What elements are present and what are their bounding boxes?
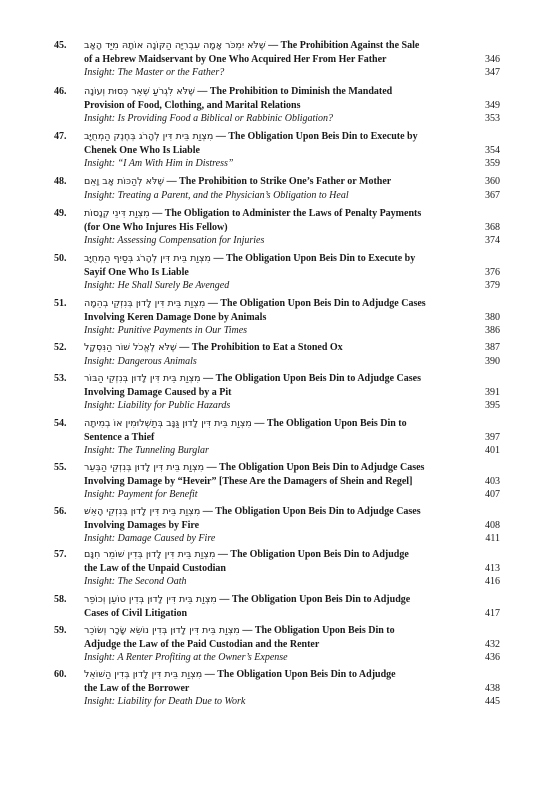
entry-title: The Obligation Upon Beis Din to Adjudge Cases: [219, 462, 425, 473]
entry-title-continuation: Chenek One Who Is Liable: [84, 145, 200, 156]
entry-title-continuation: (for One Who Injures His Fellow): [84, 222, 228, 233]
entry-title-line: שֶׁלֹּא לֶאֱכֹל שׁוֹר הַנִּסְקָל — The Prohibition to Eat a Stoned Ox: [84, 342, 343, 353]
page-number: 432: [485, 639, 500, 650]
entry-title: The Prohibition to Diminish the Mandated: [209, 86, 393, 97]
page-number: 374: [485, 235, 500, 246]
page-number: 346: [485, 54, 500, 65]
entry-title-line: שֶׁלֹּא יִמְכֹּר אָמָה עִבְרִיָּה הַקּוֹנָה אוֹתָהּ מִיַּד הָאָב — The Prohibition Against the Sale: [84, 40, 420, 51]
entry-title: The Obligation Upon Beis Din to Adjudge Cases: [215, 373, 421, 384]
page-number: 390: [485, 356, 500, 367]
entry-number: 52.: [54, 342, 67, 353]
entry-insight: Insight: Is Providing Food a Biblical or Rabbinic Obligation?: [84, 113, 334, 124]
entry-number: 59.: [54, 625, 67, 636]
entry-title-line: מִצְוַת בֵּית דִּין לָדוּן בְּנִזְקֵי הַבְּעֵר — The Obligation Upon Beis Din to Adjudge Cases: [84, 462, 425, 473]
page-number: 413: [485, 563, 500, 574]
entry-hebrew: מִצְוַת דִּינֵי קְנָסוֹת: [84, 208, 150, 219]
entry-title: The Prohibition Against the Sale: [280, 40, 420, 51]
entry-number: 49.: [54, 208, 67, 219]
entry-insight: Insight: Payment for Benefit: [84, 489, 198, 500]
entry-hebrew: מִצְוַת בֵּית דִּין לָדוּן בְּנִזְקֵי הָאֵשׁ: [84, 506, 201, 517]
entry-title-continuation: Cases of Civil Litigation: [84, 608, 188, 619]
entry-hebrew: שֶׁלֹּא לֶאֱכֹל שׁוֹר הַנִּסְקָל: [84, 342, 177, 353]
entry-title-continuation: the Law of the Borrower: [84, 683, 190, 694]
page-number: 386: [485, 325, 500, 336]
entry-insight: Insight: “I Am With Him in Distress”: [84, 158, 234, 169]
entry-insight: Insight: Punitive Payments in Our Times: [84, 325, 248, 336]
entry-hebrew: מִצְוַת בֵּית דִּין לָדוּן גַּנָּב בְּתַשְׁלוּמִין אוֹ בְמִיתָה: [84, 418, 252, 429]
entry-title: The Obligation Upon Beis Din to Execute by: [228, 131, 418, 142]
page-number: 395: [485, 400, 500, 411]
entry-number: 60.: [54, 669, 67, 680]
entry-hebrew: מִצְוַת בֵּית דִּין לָדוּן בְּנִזְקֵי בְהֵמָה: [84, 298, 206, 309]
entry-title: The Obligation Upon Beis Din to Adjudge Cases: [215, 506, 421, 517]
page-number: 403: [485, 476, 500, 487]
entry-title: The Obligation Upon Beis Din to Adjudge: [230, 549, 409, 560]
entry-title-line: שֶׁלֹּא לְהַכּוֹת אָב וָאֵם — The Prohibition to Strike One’s Father or Mother: [84, 176, 392, 187]
page-number: 391: [485, 387, 500, 398]
entry-hebrew: מִצְוַת בֵּית דִּין לָדוּן בְּדִין הַשּׁוֹאֵל: [84, 669, 203, 680]
entry-insight: Insight: The Tunneling Burglar: [84, 445, 209, 456]
page-number: 387: [485, 342, 500, 353]
page-number: 408: [485, 520, 500, 531]
entry-insight: Insight: The Master or the Father?: [84, 67, 225, 78]
page-number: 347: [485, 67, 500, 78]
entry-hebrew: מִצְוַת בֵּית דִּין לְהָרֹג בְּחֶנֶק הַמְחֻיָּב: [84, 131, 214, 142]
entry-insight: Insight: Assessing Compensation for Injuries: [84, 235, 265, 246]
entry-title: The Obligation Upon Beis Din to Adjudge: [217, 669, 396, 680]
page-number: 438: [485, 683, 500, 694]
page-number: 376: [485, 267, 500, 278]
page-number: 407: [485, 489, 500, 500]
entry-insight: Insight: Liability for Death Due to Work: [84, 696, 246, 707]
entry-title-continuation: of a Hebrew Maidservant by One Who Acquired Her From Her Father: [84, 54, 387, 65]
entry-number: 58.: [54, 594, 67, 605]
entry-title: The Prohibition to Eat a Stoned Ox: [191, 342, 343, 353]
entry-title-line: מִצְוַת בֵּית דִּין לָדוּן בְּנִזְקֵי הַבּוֹר — The Obligation Upon Beis Din to Adjudge Cases: [84, 373, 421, 384]
page-number: 436: [485, 652, 500, 663]
entry-title-line: מִצְוַת בֵּית דִּין לָדוּן בְּדִין שׁוֹמֵר חִנָּם — The Obligation Upon Beis Din to Adjudge: [84, 549, 409, 560]
entry-hebrew: מִצְוַת בֵּית דִּין לָדוּן בְּדִין נוֹשֵׂא שָׂכָר וְשׂוֹכֵר: [84, 625, 240, 636]
entry-title-line: מִצְוַת בֵּית דִּין לָדוּן בְּנִזְקֵי הָאֵשׁ — The Obligation Upon Beis Din to Adjudge Cases: [84, 506, 421, 517]
entry-title: The Prohibition to Strike One’s Father or Mother: [179, 176, 392, 187]
page-number: 417: [485, 608, 500, 619]
entry-title-line: מִצְוַת בֵּית דִּין לָדוּן בְּדִין נוֹשֵׂא שָׂכָר וְשׂוֹכֵר — The Obligation Upon Beis Din to: [84, 625, 395, 636]
entry-title-continuation: Sayif One Who Is Liable: [84, 267, 189, 278]
entry-title-line: מִצְוַת בֵּית דִּין לְהָרֹג בְּחֶנֶק הַמְחֻיָּב — The Obligation Upon Beis Din to Execute by: [84, 131, 418, 142]
entry-title: The Obligation Upon Beis Din to Execute by: [226, 253, 416, 264]
entry-number: 51.: [54, 298, 67, 309]
page-number: 445: [485, 696, 500, 707]
entry-hebrew: מִצְוַת בֵּית דִּין לָדוּן בְּדִין שׁוֹמֵר חִנָּם: [84, 549, 216, 560]
page-number: 349: [485, 100, 500, 111]
entry-number: 48.: [54, 176, 67, 187]
entry-title-line: מִצְוַת דִּינֵי קְנָסוֹת — The Obligation to Administer the Laws of Penalty Payments: [84, 208, 422, 219]
entry-title: The Obligation Upon Beis Din to Adjudge Cases: [220, 298, 426, 309]
entry-title-line: מִצְוַת בֵּית דִּין לָדוּן בְּנִזְקֵי בְהֵמָה — The Obligation Upon Beis Din to Adjudge Cases: [84, 298, 426, 309]
page-number: 379: [485, 280, 500, 291]
entry-title-continuation: Involving Damages by Fire: [84, 520, 200, 531]
entry-hebrew: שֶׁלֹּא לִגְרֹעַ שְׁאֵר כְּסוּת וְעוֹנָה: [84, 86, 195, 97]
entry-number: 45.: [54, 40, 67, 51]
entry-insight: Insight: The Second Oath: [84, 576, 187, 587]
entry-hebrew: שֶׁלֹּא יִמְכֹּר אָמָה עִבְרִיָּה הַקּוֹנָה אוֹתָהּ מִיַּד הָאָב: [84, 40, 266, 51]
entry-number: 54.: [54, 418, 67, 429]
page-number: 411: [485, 533, 500, 544]
entry-number: 53.: [54, 373, 67, 384]
entry-title: The Obligation Upon Beis Din to: [254, 625, 395, 636]
entry-number: 46.: [54, 86, 67, 97]
page-number: 401: [485, 445, 500, 456]
entry-title-continuation: the Law of the Unpaid Custodian: [84, 563, 226, 574]
entry-title-continuation: Provision of Food, Clothing, and Marital Relations: [84, 100, 301, 111]
entry-hebrew: מִצְוַת בֵּית דִּין לָדוּן בְּנִזְקֵי הַבּוֹר: [84, 373, 201, 384]
entry-number: 47.: [54, 131, 67, 142]
entry-title-continuation: Adjudge the Law of the Paid Custodian and the Renter: [84, 639, 320, 650]
page-number: 416: [485, 576, 500, 587]
page-number: 359: [485, 158, 500, 169]
page-number: 397: [485, 432, 500, 443]
entry-title-line: מִצְוַת בֵּית דִּין לָדוּן בְּדִין הַשּׁוֹאֵל — The Obligation Upon Beis Din to Adjudge: [84, 669, 396, 680]
entry-insight: Insight: Damage Caused by Fire: [84, 533, 216, 544]
page-number: 354: [485, 145, 500, 156]
page-number: 380: [485, 312, 500, 323]
entry-title-continuation: Sentence a Thief: [84, 432, 155, 443]
entry-hebrew: שֶׁלֹּא לְהַכּוֹת אָב וָאֵם: [84, 176, 165, 187]
entry-title: The Obligation Upon Beis Din to Adjudge: [231, 594, 411, 605]
entry-number: 50.: [54, 253, 67, 264]
entry-hebrew: מִצְוַת בֵּית דִּין לְהָרֹג בְּסַיִף הַמְחֻיָּב: [84, 253, 212, 264]
entry-title-continuation: Involving Damage Caused by a Pit: [84, 387, 232, 398]
page-number: 367: [485, 190, 500, 201]
entry-title-line: מִצְוַת בֵּית דִּין לָדוּן גַּנָּב בְּתַשְׁלוּמִין אוֹ בְמִיתָה — The Obligation Upon Beis Din to: [84, 418, 407, 429]
page-number: 360: [485, 176, 500, 187]
entry-title: The Obligation to Administer the Laws of Penalty Payments: [164, 208, 422, 219]
entry-title-continuation: Involving Damage by “Heveir” [These Are the Damagers of Shein and Regel]: [84, 476, 413, 487]
entry-title-continuation: Involving Keren Damage Done by Animals: [84, 312, 267, 323]
entry-insight: Insight: Dangerous Animals: [84, 356, 197, 367]
entry-insight: Insight: A Renter Profiting at the Owner’s Expense: [84, 652, 288, 663]
entry-number: 57.: [54, 549, 67, 560]
entry-number: 55.: [54, 462, 67, 473]
page-number: 368: [485, 222, 500, 233]
entry-hebrew: מִצְוַת בֵּית דִּין לָדוּן בְּדִין טוֹעֵן וְכוֹפֵר: [84, 594, 217, 605]
entry-title-line: מִצְוַת בֵּית דִּין לָדוּן בְּדִין טוֹעֵן וְכוֹפֵר — The Obligation Upon Beis Din to Adjudge: [84, 594, 411, 605]
entry-title-line: שֶׁלֹּא לִגְרֹעַ שְׁאֵר כְּסוּת וְעוֹנָה — The Prohibition to Diminish the Mandated: [84, 86, 393, 97]
entry-title-line: מִצְוַת בֵּית דִּין לְהָרֹג בְּסַיִף הַמְחֻיָּב — The Obligation Upon Beis Din to Execute by: [84, 253, 416, 264]
entry-insight: Insight: He Shall Surely Be Avenged: [84, 280, 230, 291]
entry-insight: Insight: Treating a Parent, and the Physician’s Obligation to Heal: [84, 190, 349, 201]
page-number: 353: [485, 113, 500, 124]
entry-title: The Obligation Upon Beis Din to: [266, 418, 407, 429]
entry-number: 56.: [54, 506, 67, 517]
entry-insight: Insight: Liability for Public Hazards: [84, 400, 231, 411]
entry-hebrew: מִצְוַת בֵּית דִּין לָדוּן בְּנִזְקֵי הַבְּעֵר: [84, 462, 205, 473]
